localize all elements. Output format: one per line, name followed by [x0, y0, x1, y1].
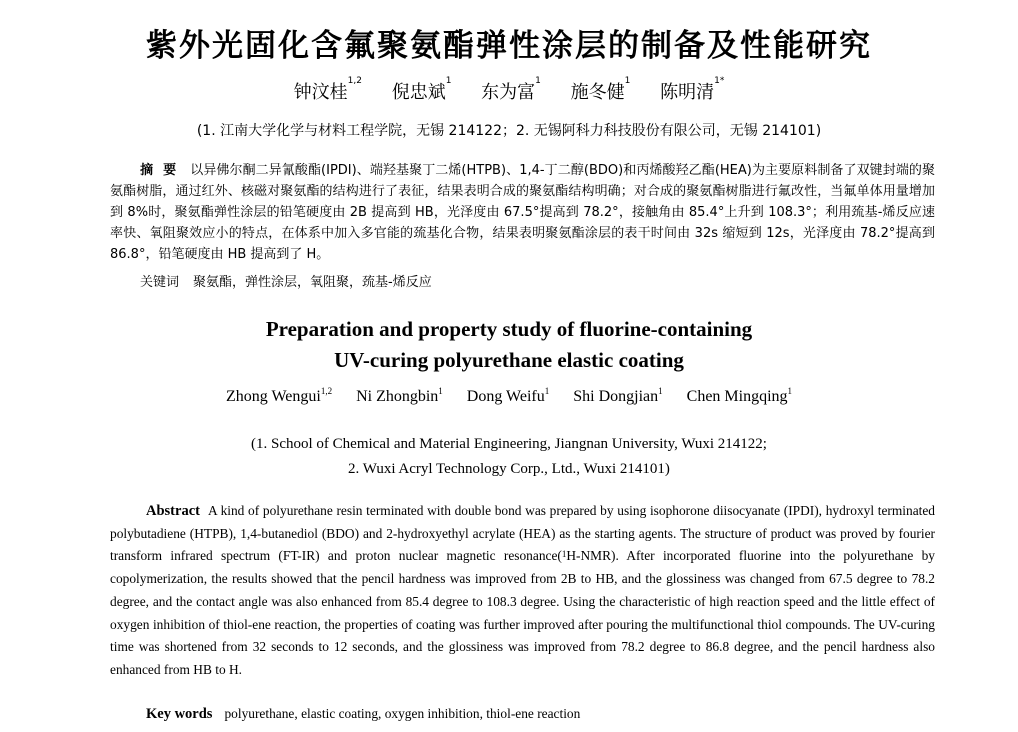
- chinese-abstract-text: 以异佛尔酮二异氰酸酯(IPDI)、端羟基聚丁二烯(HTPB)、1,4-丁二醇(BDO)和丙烯酸羟乙酯(HEA)为主要原料制备了双键封端的聚氨酯树脂，通过红外、核磁对聚氨酯的结构进行了表征，结果表明合成的聚氨酯结构明确；对合成的聚氨酯树脂进行氟改性，当氟单体用量增加到 8%时，聚氨酯弹性涂层的铅笔硬度由 2B 提高到 HB，光泽度由 67.5°提高到 78.2°，接触角由 85.4°上升到 108.3°；利用巯基-烯反应速率快、氧阻聚效应小的特点，在体系中加入多官能的巯基化合物，结果表明聚氨酯涂层的表干时间由 32s 缩短到 12s，光泽度由 78.2°提高到 86.8°，铅笔硬度由 HB 提高到了 H。: [110, 163, 935, 262]
- english-author: Ni Zhongbin$^1$: [356, 386, 443, 405]
- chinese-abstract-label: 摘要: [140, 163, 187, 178]
- english-author: Shi Dongjian$^1$: [573, 386, 663, 405]
- chinese-keywords: [140, 271, 432, 290]
- english-affiliation-line: (1. School of Chemical and Material Engineering, Jiangnan University, Wuxi 214122;: [251, 436, 767, 452]
- chinese-author: 施冬健$^1$: [570, 76, 631, 103]
- english-affiliation-line: 2. Wuxi Acryl Technology Corp., Ltd., Wuxi 214101): [348, 461, 670, 477]
- chinese-keywords-label: 关键词: [140, 275, 180, 290]
- chinese-author: 东为富$^1$: [481, 76, 541, 103]
- english-title: [0, 314, 1018, 376]
- english-author: Zhong Wengui$^{1,2}$: [225, 386, 333, 405]
- english-affiliation: [0, 432, 1018, 482]
- english-keywords-text: polyurethane, elastic coating, oxygen inhibition, thiol-ene reaction: [224, 706, 581, 721]
- chinese-author-list: [0, 78, 1018, 104]
- chinese-author: 倪忠斌$^1$: [391, 76, 452, 103]
- superscript: 1: [561, 549, 567, 560]
- english-author-list: [0, 388, 1018, 406]
- chinese-author: 陈明清$^{1*}$: [660, 76, 725, 103]
- chinese-author: 钟汶桂$^{1,2}$: [293, 76, 362, 103]
- english-title-line: UV-curing polyurethane elastic coating: [334, 348, 684, 372]
- chinese-keywords-text: 聚氨酯，弹性涂层，氧阻聚，巯基-烯反应: [193, 275, 432, 290]
- chinese-abstract: [110, 160, 935, 265]
- english-abstract-text: H-NMR). After incorporated fluorine into the polyurethane by copolymerization, the results showed that the pencil hardness was improved from 2B to HB, and the glossiness was changed from 67.5 degree to 78.2 degree, and the contact angle was also enhanced from 85.4 degree to 108.3 degree. Using the characteristic of high reaction speed and the little effect of oxygen inhibition of thiol-ene reaction, the properties of coating was further improved after pouring the multifunctional thiol compounds. The UV-curing time was shortened from 32 seconds to 12 seconds, and the glossiness was improved from 78.2 degree to 86.8 degree, and the pencil hardness also enhanced from HB to H.: [110, 548, 935, 677]
- english-abstract-label: Abstract: [146, 503, 200, 519]
- english-abstract-text: A kind of polyurethane resin terminated with double bond was prepared by using isophorone diisocyanate (IPDI), hydroxyl terminated polybutadiene (HTPB), 1,4-butanediol (BDO) and 2-hydroxyethyl acrylate (HEA) as the starting agents. The structure of product was proved by fourier transform infrared spectrum (FT-IR) and proton nuclear magnetic resonance(: [110, 503, 935, 564]
- chinese-affiliation: (1. 江南大学化学与材料工程学院，无锡 214122；2. 无锡阿科力科技股份有限公司，无锡 214101): [196, 123, 822, 139]
- english-keywords: [146, 706, 580, 723]
- chinese-title: 紫外光固化含氟聚氨酯弹性涂层的制备及性能研究: [146, 28, 872, 64]
- english-author: Chen Mingqing$^1$: [686, 386, 793, 405]
- english-title-line: Preparation and property study of fluorine-containing: [265, 317, 753, 341]
- english-keywords-label: Key words: [146, 706, 213, 722]
- english-abstract: [110, 500, 935, 682]
- english-author: Dong Weifu$^1$: [466, 386, 550, 405]
